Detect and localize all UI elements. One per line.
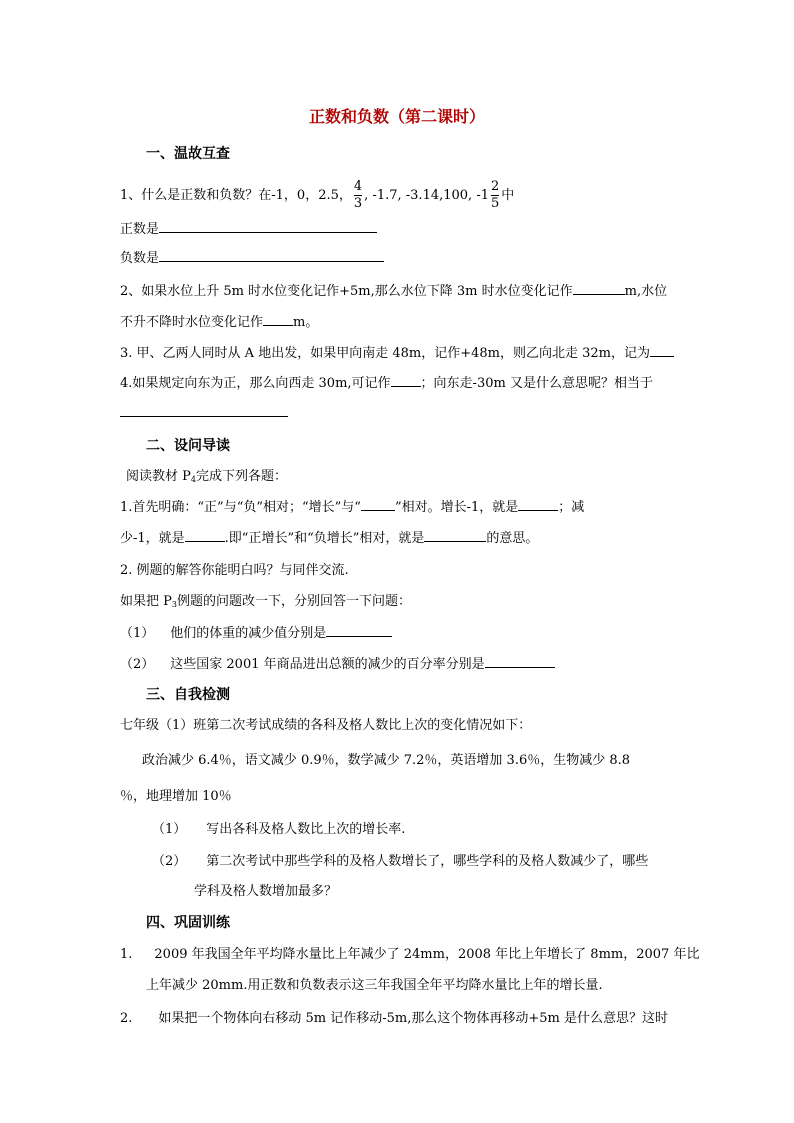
question-1 <box>120 176 514 216</box>
decrease-minus-one-blank[interactable] <box>185 529 225 542</box>
fraction-numerator: 4 <box>353 179 363 194</box>
increase-opposite-blank[interactable] <box>361 498 395 511</box>
item-text: 他们的体重的减少值分别是 <box>170 626 327 641</box>
practice-q2-text: 如果把一个物体向右移动 5m 记作移动-5m,那么这个物体再移动+5m 是什么意思？这时 <box>158 1011 669 1026</box>
positive-label: 正数是 <box>120 222 160 237</box>
guided-item-1 <box>120 624 392 643</box>
question-1-suffix: 中 <box>501 188 515 203</box>
guided-q3-text: 如果把 P <box>120 594 172 609</box>
guided-q1-text: 1.首先明确：“正”与“负”相对；“增长”与“ <box>120 500 361 515</box>
question-4-blank[interactable] <box>120 404 288 417</box>
water-drop-blank[interactable] <box>573 282 625 295</box>
question-3 <box>120 344 674 363</box>
self-test-item-2-line-2: 学科及格人数增加最多？ <box>194 884 338 899</box>
meaning-blank[interactable] <box>424 529 486 542</box>
practice-q2-line-1 <box>120 1010 668 1028</box>
item-number: （1） <box>120 626 155 641</box>
guided-q1-text-6: 的意思。 <box>486 531 539 546</box>
guided-item-2 <box>120 655 555 674</box>
question-1-numbers: , -1.7, -3.14,100, -1 <box>364 188 489 203</box>
section-heading-review: 一、温故互查 <box>146 146 230 162</box>
weight-decrease-blank[interactable] <box>326 624 392 637</box>
item-text: 写出各科及格人数比上次的增长率. <box>206 822 406 837</box>
trade-decrease-blank[interactable] <box>485 655 555 668</box>
score-change-line-1: 政治减少 6.4％，语文减少 0.9％，数学减少 7.2％，英语增加 3.6％，生物减少 8.8 <box>142 753 631 768</box>
question-4-text: 4.如果规定向东为正，那么向西走 30m,可记作 <box>120 376 391 391</box>
guided-q1-text-5: .即“正增长”和“负增长”相对，就是 <box>224 531 425 546</box>
guided-q1-text-4: 少-1，就是 <box>120 531 185 546</box>
negative-label: 负数是 <box>120 251 160 266</box>
fraction-numerator: 2 <box>490 179 500 194</box>
question-3-text: 3. 甲、乙两人同时从 A 地出发，如果甲向南走 48m，记作+48m，则乙向北走 32m，记为 <box>120 346 650 361</box>
question-1-text: 1、什么是正数和负数？在-1，0，2.5， <box>120 188 352 203</box>
score-change-line-2: ％，地理增加 10％ <box>120 789 232 804</box>
section-heading-practice: 四、巩固训练 <box>146 915 230 931</box>
reading-intro-text-2: 完成下列各题： <box>195 469 287 484</box>
fraction-2-5 <box>491 179 499 212</box>
item-number: （2） <box>120 657 155 672</box>
water-level-blank[interactable] <box>263 313 293 326</box>
question-4-answer-line <box>120 404 288 423</box>
positive-blank[interactable] <box>159 220 377 233</box>
negative-line <box>120 249 384 268</box>
question-2-unit: m,水位 <box>624 284 668 299</box>
guided-q1-line-2 <box>120 529 538 548</box>
question-3-blank[interactable] <box>650 344 674 357</box>
west-blank[interactable] <box>391 374 421 387</box>
positive-line <box>120 220 377 239</box>
question-2-text-2: 不升不降时水位变化记作 <box>120 315 264 330</box>
reading-intro-text: 阅读教材 P <box>126 469 191 484</box>
item-text: 第二次考试中那些学科的及格人数增长了，哪些学科的及格人数减少了，哪些 <box>206 854 649 869</box>
item-number: （1） <box>152 822 187 837</box>
guided-q3 <box>120 593 411 614</box>
page-subscript: 3 <box>171 600 177 609</box>
question-4 <box>120 374 653 393</box>
practice-q1-line-1 <box>120 946 699 964</box>
practice-q1-line-2: 上年减少 20mm.用正数和负数表示这三年我国全年平均降水量比上年的增长量. <box>146 978 603 993</box>
guided-q1-line-1 <box>120 498 584 517</box>
increase-minus-one-blank[interactable] <box>518 498 558 511</box>
item-text: 这些国家 2001 年商品进出总额的减少的百分率分别是 <box>170 657 485 672</box>
item-number: （2） <box>152 854 187 869</box>
page-title: 正数和负数（第二课时） <box>308 107 485 126</box>
guided-q1-text-2: ”相对。增长-1，就是 <box>394 500 519 515</box>
fraction-4-3 <box>354 179 362 212</box>
question-number: 2. <box>120 1011 133 1026</box>
guided-q3-text-2: 例题的问题改一下，分别回答一下问题： <box>176 594 411 609</box>
fraction-denominator: 3 <box>353 196 363 211</box>
negative-blank[interactable] <box>159 249 384 262</box>
question-4-text-2: ；向东走-30m 又是什么意思呢？相当于 <box>420 376 653 391</box>
question-2-text: 2、如果水位上升 5m 时水位变化记作+5m,那么水位下降 3m 时水位变化记作 <box>120 284 573 299</box>
guided-q1-text-3: ；减 <box>558 500 585 515</box>
self-test-item-2 <box>152 853 648 871</box>
guided-q2: 2. 例题的解答你能明白吗？与同伴交流. <box>120 563 349 578</box>
fraction-denominator: 5 <box>490 196 500 211</box>
section-heading-self-test: 三、自我检测 <box>146 687 230 703</box>
section-heading-guided-reading: 二、设问导读 <box>146 438 230 454</box>
question-2-line-2 <box>120 313 318 332</box>
question-2-unit-2: m。 <box>293 315 319 330</box>
self-test-intro: 七年级（1）班第二次考试成绩的各科及格人数比上次的变化情况如下： <box>120 718 532 733</box>
page-subscript: 4 <box>190 475 196 484</box>
question-2-line-1 <box>120 282 667 301</box>
self-test-item-1 <box>152 821 405 839</box>
reading-intro <box>126 468 287 489</box>
practice-q1-text: 2009 年我国全年平均降水量比上年减少了 24mm，2008 年比上年增长了 8mm，2007 年比 <box>154 947 700 962</box>
question-number: 1. <box>120 947 133 962</box>
